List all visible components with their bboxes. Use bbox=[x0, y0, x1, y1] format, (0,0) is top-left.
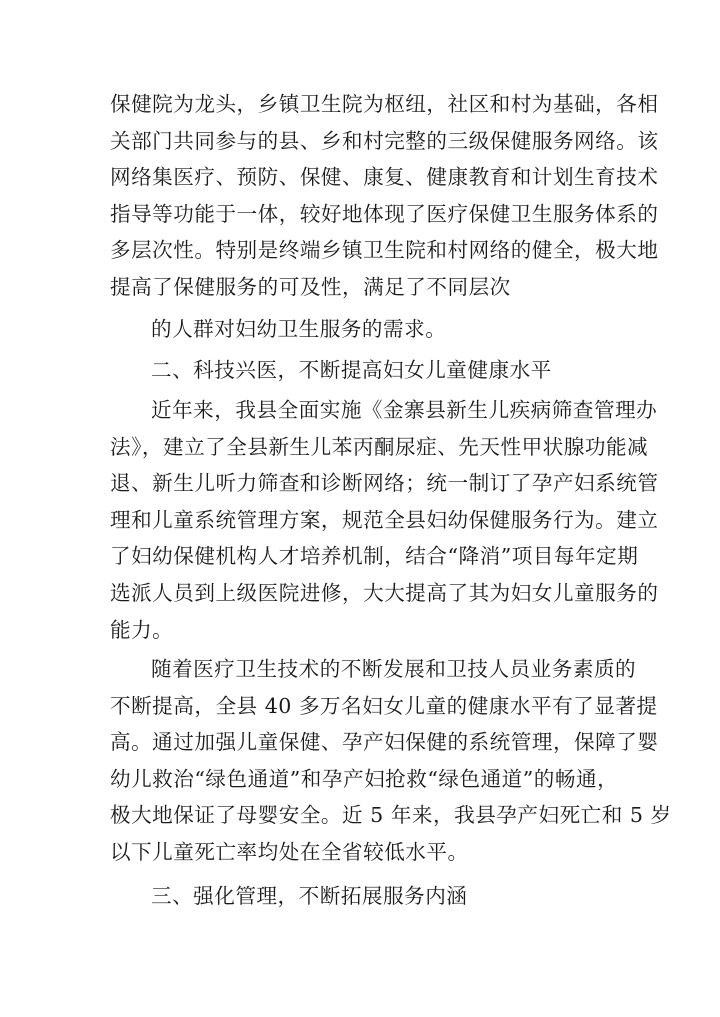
text-line: 幼儿救治“绿色通道”和孕产妇抢救“绿色通道”的畅通， bbox=[110, 766, 619, 791]
paragraph-health-level bbox=[110, 651, 672, 871]
text-line: 多层次性。特别是终端乡镇卫生院和村网络的健全，极大地 bbox=[110, 238, 659, 263]
text-line: 网络集医疗、预防、保健、康复、健康教育和计划生育技术 bbox=[110, 165, 659, 190]
text-line: 法》，建立了全县新生儿苯丙酮尿症、先天性甲状腺功能减 bbox=[110, 434, 649, 459]
text-line: 指导等功能于一体，较好地体现了医疗保健卫生服务体系的 bbox=[110, 201, 659, 226]
text-line: 理和儿童系统管理方案，规范全县妇幼保健服务行为。建立 bbox=[110, 507, 659, 532]
text-line: 不断提高，全县 40 多万名妇女儿童的健康水平有了显著提 bbox=[110, 693, 658, 718]
text-line: 随着医疗卫生技术的不断发展和卫技人员业务素质的 bbox=[151, 657, 637, 681]
text-line: 提高了保健服务的可及性，满足了不同层次 bbox=[110, 274, 511, 299]
section-heading-3: 三、强化管理，不断拓展服务内涵 bbox=[151, 884, 468, 908]
text-line: 了妇幼保健机构人才培养机制，结合“降消”项目每年定期 bbox=[110, 544, 639, 569]
text-line: 关部门共同参与的县、乡和村完整的三级保健服务网络。该 bbox=[110, 128, 659, 153]
section-heading-2: 二、科技兴医，不断提高妇女儿童健康水平 bbox=[151, 358, 552, 382]
text-line: 退、新生儿听力筛查和诊断网络；统一制订了孕产妇系统管 bbox=[110, 471, 659, 496]
text-line: 高。通过加强儿童保健、孕产妇保健的系统管理，保障了婴 bbox=[110, 730, 659, 755]
text-line: 选派人员到上级医院进修，大大提高了其为妇女儿童服务的 bbox=[110, 580, 659, 605]
paragraph-health-network bbox=[110, 86, 659, 306]
paragraph-continuation: 的人群对妇幼卫生服务的需求。 bbox=[151, 317, 447, 341]
text-line: 极大地保证了母婴安全。近 5 年来，我县孕产妇死亡和 5 岁 bbox=[110, 803, 672, 828]
text-line: 近年来，我县全面实施《金寨县新生儿疾病筛查管理办 bbox=[151, 398, 658, 422]
paragraph-screening bbox=[110, 392, 659, 648]
text-line: 保健院为龙头，乡镇卫生院为枢纽，社区和村为基础，各相 bbox=[110, 92, 659, 116]
text-line: 能力。 bbox=[110, 617, 174, 642]
text-line: 以下儿童死亡率均处在全省较低水平。 bbox=[110, 839, 469, 864]
